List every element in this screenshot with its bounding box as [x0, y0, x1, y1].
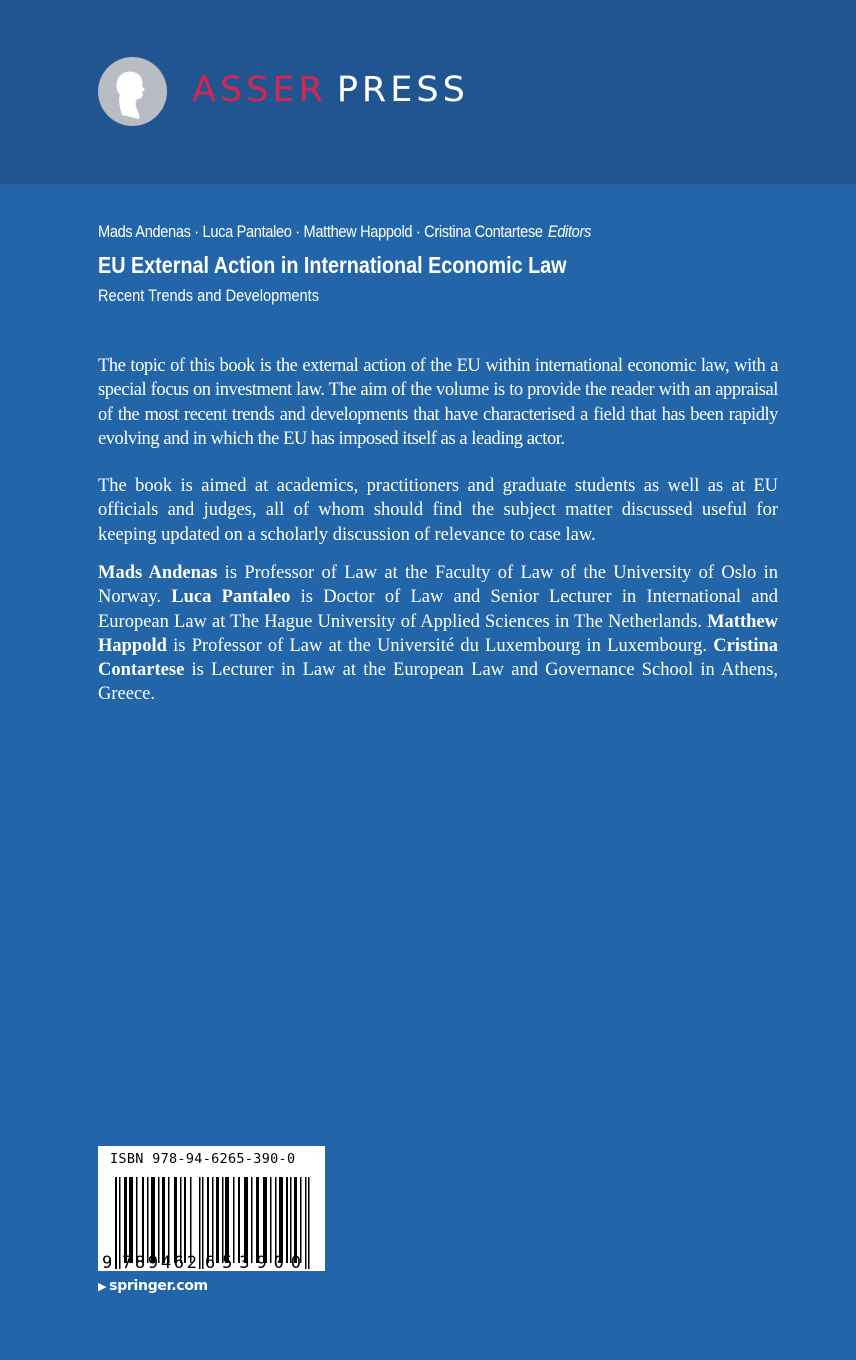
- description-paragraph-1: The topic of this book is the external action of the EU within international economic law, with a special focus on investment law. The aim of the volume is to provide the reader with an appraisal of the most recent trends and developments that have characterised a field that has been rapidly evolving and in which the EU has imposed itself as a leading actor.: [98, 356, 778, 449]
- logo-word-asser: ASSER: [192, 70, 327, 110]
- bio-text: is Lecturer in Law at the European Law and Governance School in Athens, Greece.: [98, 660, 778, 705]
- bio-text: is Professor of Law at the Faculty of Law of the University of Oslo in Norway.: [98, 563, 778, 608]
- svg-text:9: 9: [102, 1253, 113, 1271]
- portrait-icon: [98, 57, 167, 126]
- editor-names: Mads Andenas · Luca Pantaleo · Matthew Happold · Cristina Contartese: [98, 222, 543, 241]
- bio-name: Luca Pantaleo: [171, 587, 291, 608]
- publisher-logo: [192, 70, 469, 110]
- bio-name: Cristina Contartese: [98, 635, 778, 681]
- arrow-right-icon: ▶: [98, 1280, 107, 1293]
- editor-bios: [98, 561, 778, 707]
- springer-link[interactable]: [98, 1276, 208, 1297]
- barcode-icon: [98, 1146, 325, 1271]
- isbn-label: ISBN 978-94-6265-390-0: [110, 1151, 296, 1167]
- springer-link-text[interactable]: springer.com: [109, 1278, 208, 1294]
- book-subtitle: Recent Trends and Developments: [98, 286, 320, 305]
- bio-name: Mads Andenas: [98, 563, 218, 583]
- svg-text:789462: 789462: [122, 1253, 197, 1271]
- svg-text:653900: 653900: [205, 1253, 301, 1271]
- bio-name: Matthew Happold: [98, 611, 778, 656]
- editors-line: [98, 220, 591, 244]
- isbn-barcode-box: [98, 1146, 325, 1271]
- description-paragraph-2: The book is aimed at academics, practitioners and graduate students as well as at EU officials and judges, all of whom should find the subject matter discussed useful for keeping updated on a scholarly discussion of relevance to case law.: [98, 476, 778, 545]
- book-title: EU External Action in International Economic Law: [98, 252, 567, 278]
- bio-text: is Doctor of Law and Senior Lecturer in International and European Law at The Hague University of Applied Sciences in The Netherlands.: [98, 587, 778, 632]
- bio-text: is Professor of Law at the Université du Luxembourg in Luxembourg.: [166, 635, 714, 656]
- editors-role: Editors: [547, 222, 591, 241]
- publisher-header: [0, 0, 856, 184]
- logo-word-press: PRESS: [336, 70, 469, 110]
